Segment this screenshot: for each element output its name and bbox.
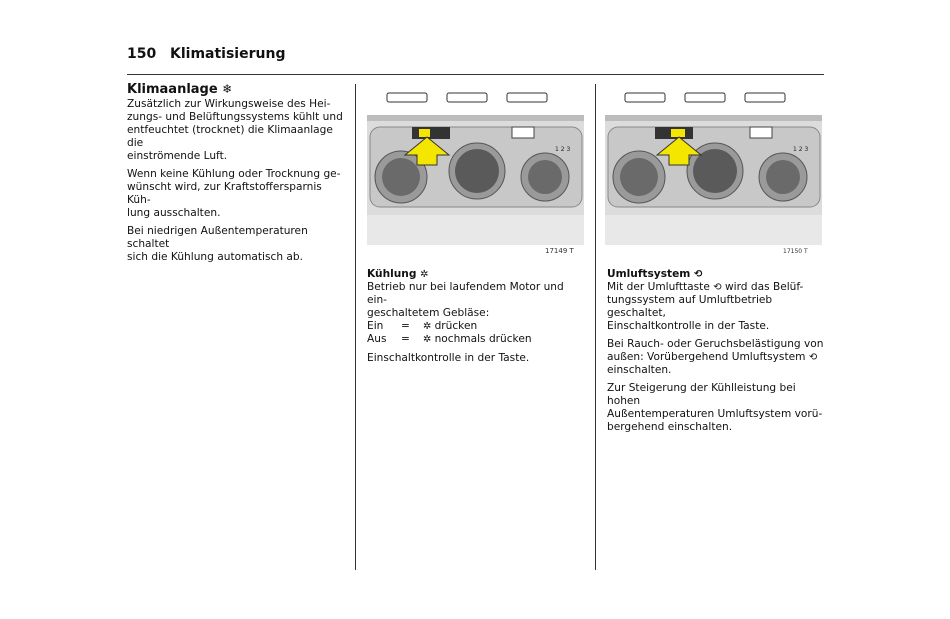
paragraph: Betrieb nur bei laufendem Motor und ein- geschaltetem Gebläse: bbox=[367, 281, 564, 319]
subheading-recirculation bbox=[607, 268, 827, 281]
left-column-text bbox=[127, 98, 345, 269]
climate-panel-illustration bbox=[367, 85, 584, 260]
svg-text:1 2 3: 1 2 3 bbox=[555, 146, 571, 153]
column-divider-right bbox=[595, 84, 596, 570]
paragraph: Wenn keine Kühlung oder Trocknung ge- wünscht wird, zur Kraftstoffersparnis Küh- lung ausschalten. bbox=[127, 168, 341, 219]
cooling-button-highlight bbox=[419, 129, 430, 137]
paragraph bbox=[607, 338, 827, 377]
section-heading-text: Klimaanlage bbox=[127, 82, 218, 97]
equals-sign: = bbox=[401, 333, 410, 345]
header-divider bbox=[127, 74, 824, 75]
recirculation-car-icon: ⟲ bbox=[694, 269, 703, 280]
figure-label: 17149 T bbox=[545, 247, 574, 255]
paragraph: Zusätzlich zur Wirkungsweise des Hei- zungs- und Belüftungssystems kühlt und entfeuchtet (trocknet) die Klimaanlage die einströmende Luft. bbox=[127, 98, 343, 162]
state-label: Aus bbox=[367, 333, 387, 345]
text-span: Mit der Umlufttaste bbox=[607, 281, 710, 293]
middle-column-text bbox=[367, 268, 587, 370]
svg-text:1 2 3: 1 2 3 bbox=[793, 146, 809, 153]
climate-panel-figure-recirculation bbox=[605, 85, 822, 260]
action-text: nochmals drücken bbox=[434, 333, 532, 345]
cooling-icon: ✲ bbox=[423, 321, 435, 332]
chapter-title: Klimatisierung bbox=[170, 46, 286, 62]
paragraph bbox=[607, 281, 827, 333]
text-span: einschalten. bbox=[607, 364, 672, 376]
recirculation-button-highlight bbox=[671, 129, 685, 137]
text-span: wird das Belüf- tungssystem auf Umluftbetrieb geschaltet, Einschaltkontrolle in der Taste. bbox=[607, 281, 804, 332]
column-divider-left bbox=[355, 84, 356, 570]
recirculation-car-icon: ⟲ bbox=[808, 352, 818, 363]
figure-label: 17150 T bbox=[783, 248, 808, 255]
cooling-icon: ✲ bbox=[423, 334, 435, 345]
subheading-cooling bbox=[367, 268, 587, 281]
paragraph: Einschaltkontrolle in der Taste. bbox=[367, 352, 530, 364]
right-column-text bbox=[607, 268, 827, 439]
action-text: drücken bbox=[434, 320, 478, 332]
subheading-text: Kühlung bbox=[367, 268, 417, 280]
page-number: 150 bbox=[127, 46, 157, 62]
snowflake-icon: ❄ bbox=[222, 82, 233, 96]
paragraph: Zur Steigerung der Kühlleistung bei hohen Außentemperaturen Umluftsystem vorü- bergehend einschalten. bbox=[607, 382, 823, 433]
cooling-icon: ✲ bbox=[420, 269, 429, 280]
on-row bbox=[367, 320, 587, 333]
subheading-text: Umluftsystem bbox=[607, 268, 691, 280]
text-span: Bei Rauch- oder Geruchsbelästigung von außen: Vorübergehend Umluftsystem bbox=[607, 338, 824, 363]
section-heading bbox=[127, 82, 232, 97]
climate-panel-figure-cooling bbox=[367, 85, 584, 260]
paragraph: Bei niedrigen Außentemperaturen schaltet sich die Kühlung automatisch ab. bbox=[127, 225, 308, 263]
recirculation-car-icon: ⟲ bbox=[713, 282, 722, 293]
equals-sign: = bbox=[401, 320, 410, 332]
state-label: Ein bbox=[367, 320, 384, 332]
off-row bbox=[367, 333, 587, 346]
climate-panel-illustration bbox=[605, 85, 822, 260]
